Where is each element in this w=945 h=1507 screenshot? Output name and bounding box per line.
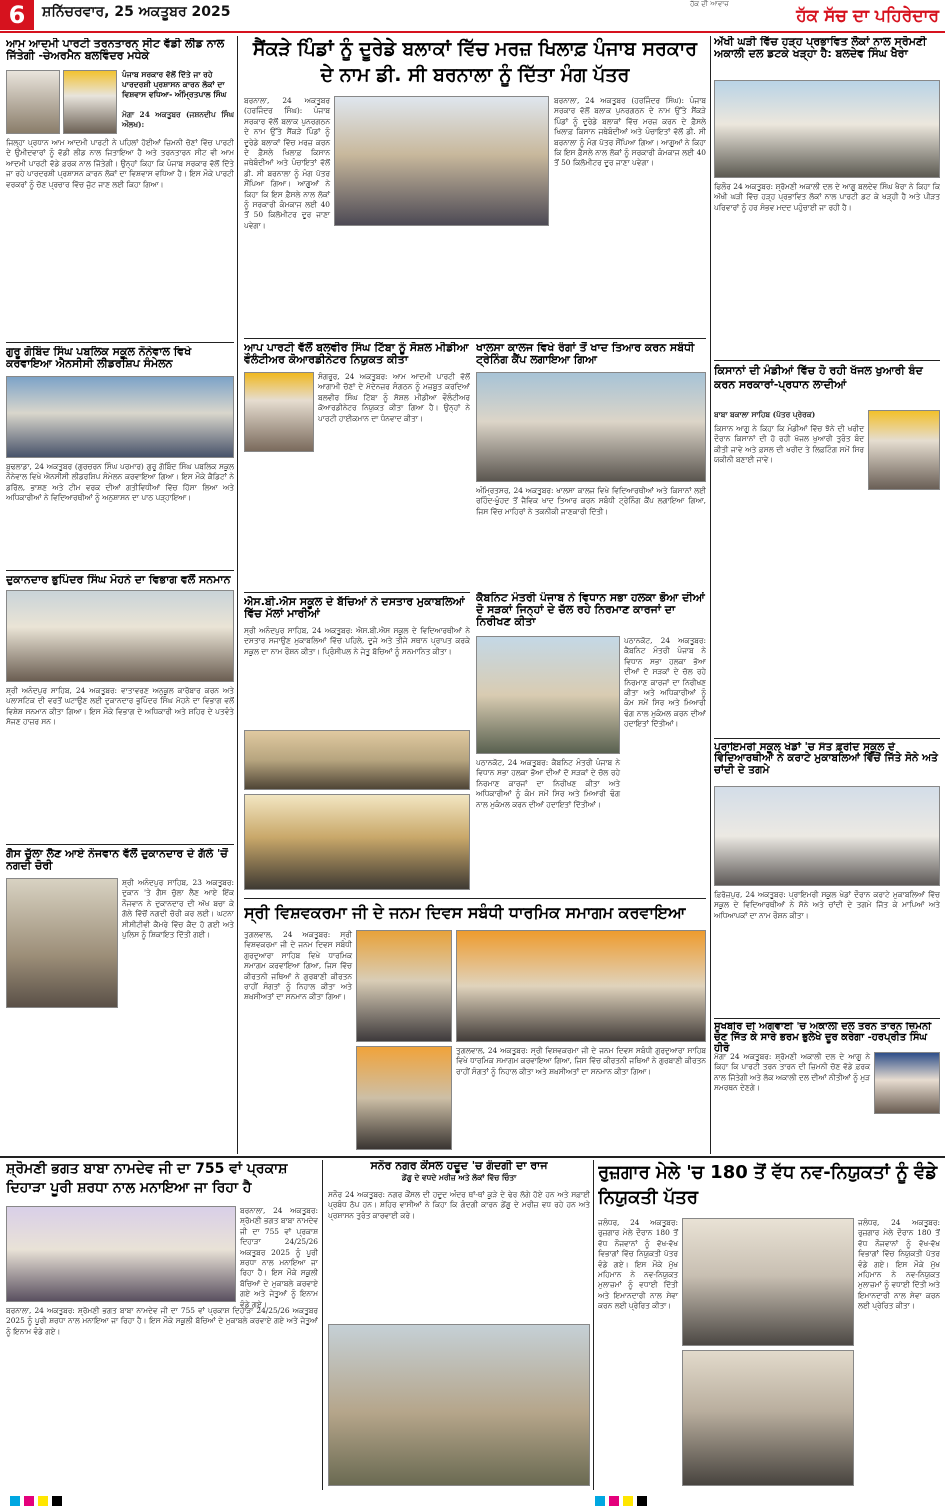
article-photo	[456, 930, 706, 1042]
article-headline: ਦੁਕਾਨਦਾਰ ਭੁਪਿੰਦਰ ਸਿੰਘ ਮੋਹਨੇ ਦਾ ਵਿਭਾਗ ਵਲੋਂ ਸਨਮਾਨ	[6, 574, 231, 586]
article-photo	[476, 372, 706, 482]
article-vishwakarma-day	[244, 902, 706, 1154]
registration-swatch-cyan	[10, 1496, 20, 1506]
article-body: ਬੁਢਲਾਡਾ, 24 ਅਕਤੂਬਰ (ਗੁਰਚਰਨ ਸਿੰਘ ਪਰਮਾਰ) ਗੁਰੂ ਗੋਬਿੰਦ ਸਿੰਘ ਪਬਲਿਕ ਸਕੂਲ ਨੌਨੇਵਾਲ ਵਿਖੇ ਐਨਸੀਸੀ ਲੀਡਰਸ਼ਿਪ ਸੰਮੇਲਨ ਕਰਵਾਇਆ ਗਿਆ। ਇਸ ਮੌਕੇ ਕੈਡਿਟਾਂ ਨੇ ਡਰਿੱਲ, ਭਾਸ਼ਣ ਅਤੇ ਟੀਮ ਵਰਕ ਦੀਆਂ ਗਤੀਵਿਧੀਆਂ ਵਿੱਚ ਹਿੱਸਾ ਲਿਆ ਅਤੇ ਅਧਿਕਾਰੀਆਂ ਨੇ ਵਿਦਿਆਰਥੀਆਂ ਨੂੰ ਅਨੁਸ਼ਾਸਨ ਦਾ ਪਾਠ ਪੜ੍ਹਾਇਆ।	[6, 462, 234, 503]
article-cash-theft	[6, 848, 234, 1154]
section-rule	[0, 1156, 945, 1158]
article-headline: ਸਨੌਰ ਨਗਰ ਕੌਂਸਲ ਹਦੂਦ 'ਚ ਗੰਦਗੀ ਦਾ ਰਾਜ	[370, 1160, 548, 1172]
article-headline: ਖਾਲਸਾ ਕਾਲਜ ਵਿਖੇ ਰੰਗਾਂ ਤੋਂ ਖਾਦ ਤਿਆਰ ਕਰਨ ਸਬੰਧੀ ਟ੍ਰੇਨਿੰਗ ਕੈਂਪ ਲਗਾਇਆ ਗਿਆ	[476, 342, 695, 366]
article-headline: ਸੁਖਬੀਰ ਦੀ ਅਗਵਾਈ 'ਚ ਅਕਾਲੀ ਦਲ ਤਰਨ ਤਾਰਨ ਜ਼ਿਮਨੀ ਚੋਣ ਜਿੱਤ ਕੇ ਸਾਰੇ ਭਰਮ ਭੁਲੇਖੇ ਦੂਰ ਕਰੇਗਾ -ਹਰਪ੍ਰੀਤ ਸਿੰਘ ਹੀਰੋ	[714, 1022, 932, 1054]
article-subhead: ਡੇਂਗੂ ਦੇ ਵਧਦੇ ਮਰੀਜ਼ ਅਤੇ ਲੋਕਾਂ ਵਿੱਚ ਚਿੰਤਾ	[401, 1172, 517, 1182]
article-rule	[6, 342, 234, 343]
article-rule	[244, 592, 470, 593]
article-body: ਜਿਲ੍ਹਾ ਪ੍ਰਧਾਨ ਆਮ ਆਦਮੀ ਪਾਰਟੀ ਨੇ ਪਹਿਲਾਂ ਹੋਈਆਂ ਜ਼ਿਮਨੀ ਚੋਣਾਂ ਵਿੱਚ ਪਾਰਟੀ ਦੇ ਉਮੀਦਵਾਰਾਂ ਨੂੰ ਵੱਡੀ ਲੀਡ ਨਾਲ ਜਿਤਾਇਆ ਹੈ ਅਤੇ ਤਰਨਤਾਰਨ ਸੀਟ ਵੀ ਆਮ ਆਦਮੀ ਪਾਰਟੀ ਵੱਡੇ ਫ਼ਰਕ ਨਾਲ ਜਿੱਤੇਗੀ। ਉਨ੍ਹਾਂ ਕਿਹਾ ਕਿ ਪੰਜਾਬ ਸਰਕਾਰ ਵੱਲੋਂ ਦਿੱਤੇ ਜਾ ਰਹੇ ਪਾਰਦਰਸ਼ੀ ਪ੍ਰਸ਼ਾਸਨ ਕਾਰਨ ਲੋਕਾਂ ਦਾ ਵਿਸ਼ਵਾਸ ਵਧਿਆ ਹੈ। ਇਸ ਮੌਕੇ ਪਾਰਟੀ ਵਰਕਰਾਂ ਨੂੰ ਚੋਣ ਪ੍ਰਚਾਰ ਵਿੱਚ ਜੁੱਟ ਜਾਣ ਲਈ ਕਿਹਾ ਗਿਆ।	[6, 138, 234, 189]
article-photo	[874, 1052, 940, 1114]
article-photo	[476, 636, 620, 754]
article-body-continued: ਤੁਗਲਵਾਲ, 24 ਅਕਤੂਬਰ: ਸ੍ਰੀ ਵਿਸ਼ਵਕਰਮਾ ਜੀ ਦੇ ਜਨਮ ਦਿਵਸ ਸਬੰਧੀ ਗੁਰਦੁਆਰਾ ਸਾਹਿਬ ਵਿਖੇ ਧਾਰਮਿਕ ਸਮਾਗਮ ਕਰਵਾਇਆ ਗਿਆ, ਜਿਸ ਵਿੱਚ ਕੀਰਤਨੀ ਜਥਿਆਂ ਨੇ ਗੁਰਬਾਣੀ ਕੀਰਤਨ ਰਾਹੀਂ ਸੰਗਤਾਂ ਨੂੰ ਨਿਹਾਲ ਕੀਤਾ ਅਤੇ ਸ਼ਖ਼ਸੀਅਤਾਂ ਦਾ ਸਨਮਾਨ ਕੀਤਾ ਗਿਆ।	[456, 1046, 706, 1076]
article-turban-competition	[244, 596, 470, 896]
article-body: ਫ਼ਿਰੋਜ਼ਪੁਰ, 24 ਅਕਤੂਬਰ: ਪ੍ਰਾਇਮਰੀ ਸਕੂਲ ਖੇਡਾਂ ਦੌਰਾਨ ਕਰਾਟੇ ਮੁਕਾਬਲਿਆਂ ਵਿੱਚ ਸਕੂਲ ਦੇ ਵਿਦਿਆਰਥੀਆਂ ਨੇ ਸੋਨੇ ਅਤੇ ਚਾਂਦੀ ਦੇ ਤਗਮੇ ਜਿੱਤ ਕੇ ਮਾਪਿਆਂ ਅਤੇ ਅਧਿਆਪਕਾਂ ਦਾ ਨਾਮ ਰੌਸ਼ਨ ਕੀਤਾ।	[714, 890, 940, 920]
article-rule	[244, 338, 706, 339]
article-headline: ਸ੍ਰੀ ਵਿਸ਼ਵਕਰਮਾ ਜੀ ਦੇ ਜਨਮ ਦਿਵਸ ਸਬੰਧੀ ਧਾਰਮਿਕ ਸਮਾਗਮ ਕਰਵਾਇਆ	[244, 903, 686, 922]
article-body-continued: ਬਰਨਾਲਾ, 24 ਅਕਤੂਬਰ (ਹਰਜਿੰਦਰ ਸਿੰਘ): ਪੰਜਾਬ ਸਰਕਾਰ ਵੱਲੋਂ ਬਲਾਕ ਪੁਨਰਗਠਨ ਦੇ ਨਾਮ ਉੱਤੇ ਸੈਂਕੜੇ ਪਿੰਡਾਂ ਨੂੰ ਦੂਰੇਡੇ ਬਲਾਕਾਂ ਵਿੱਚ ਮਰਜ਼ ਕਰਨ ਦੇ ਫ਼ੈਸਲੇ ਖਿਲਾਫ਼ ਕਿਸਾਨ ਜਥੇਬੰਦੀਆਂ ਅਤੇ ਪੰਚਾਇਤਾਂ ਵੱਲੋਂ ਡੀ. ਸੀ ਬਰਨਾਲਾ ਨੂੰ ਮੰਗ ਪੱਤਰ ਸੌਂਪਿਆ ਗਿਆ। ਆਗੂਆਂ ਨੇ ਕਿਹਾ ਕਿ ਇਸ ਫ਼ੈਸਲੇ ਨਾਲ ਲੋਕਾਂ ਨੂੰ ਸਰਕਾਰੀ ਕੰਮਕਾਜ ਲਈ 40 ਤੋਂ 50 ਕਿਲੋਮੀਟਰ ਦੂਰ ਜਾਣਾ ਪਵੇਗਾ।	[554, 96, 706, 168]
article-headline: ਗੈਸ ਚੁੱਲਾ ਲੈਣ ਆਏ ਨੌਜਵਾਨ ਵੱਲੋਂ ਦੁਕਾਨਦਾਰ ਦੇ ਗੱਲੇ 'ਚੋਂ ਨਗਦੀ ਚੋਰੀ	[6, 848, 228, 872]
article-headline: ਐਸ.ਬੀ.ਐਸ ਸਕੂਲ ਦੇ ਬੱਚਿਆਂ ਨੇ ਦਸਤਾਰ ਮੁਕਾਬਲਿਆਂ ਵਿੱਚ ਮੱਲਾਂ ਮਾਰੀਆਂ	[244, 596, 465, 620]
article-body: ਮੋਗਾ 24 ਅਕਤੂਬਰ: ਸ਼੍ਰੋਮਣੀ ਅਕਾਲੀ ਦਲ ਦੇ ਆਗੂ ਨੇ ਕਿਹਾ ਕਿ ਪਾਰਟੀ ਤਰਨ ਤਾਰਨ ਦੀ ਜ਼ਿਮਨੀ ਚੋਣ ਵੱਡੇ ਫ਼ਰਕ ਨਾਲ ਜਿੱਤੇਗੀ ਅਤੇ ਲੋਕ ਅਕਾਲੀ ਦਲ ਦੀਆਂ ਨੀਤੀਆਂ ਨੂੰ ਮੁੜ ਸਮਰਥਨ ਦੇਣਗੇ।	[714, 1052, 870, 1093]
article-body: ਕਿਸਾਨ ਆਗੂ ਨੇ ਕਿਹਾ ਕਿ ਮੰਡੀਆਂ ਵਿੱਚ ਝੋਨੇ ਦੀ ਖਰੀਦ ਦੌਰਾਨ ਕਿਸਾਨਾਂ ਦੀ ਹੋ ਰਹੀ ਖੱਜਲ ਖੁਆਰੀ ਤੁਰੰਤ ਬੰਦ ਕੀਤੀ ਜਾਵੇ ਅਤੇ ਫ਼ਸਲ ਦੀ ਖਰੀਦ ਤੇ ਲਿਫ਼ਟਿੰਗ ਸਮੇਂ ਸਿਰ ਯਕੀਨੀ ਬਣਾਈ ਜਾਵੇ।	[714, 424, 864, 465]
article-body-continued: ਪਠਾਨਕੋਟ, 24 ਅਕਤੂਬਰ: ਕੈਬਨਿਟ ਮੰਤਰੀ ਪੰਜਾਬ ਨੇ ਵਿਧਾਨ ਸਭਾ ਹਲਕਾ ਭੋਆ ਦੀਆਂ ਦੋ ਸੜਕਾਂ ਦੇ ਚੱਲ ਰਹੇ ਨਿਰਮਾਣ ਕਾਰਜਾਂ ਦਾ ਨਿਰੀਖਣ ਕੀਤਾ ਅਤੇ ਅਧਿਕਾਰੀਆਂ ਨੂੰ ਕੰਮ ਸਮੇਂ ਸਿਰ ਅਤੇ ਮਿਆਰੀ ਢੰਗ ਨਾਲ ਮੁਕੰਮਲ ਕਰਨ ਦੀਆਂ ਹਦਾਇਤਾਂ ਦਿੱਤੀਆਂ।	[476, 758, 620, 809]
registration-swatch-yellow	[623, 1496, 633, 1506]
article-headline: ਸੈਂਕੜੇ ਪਿੰਡਾਂ ਨੂੰ ਦੂਰੇਡੇ ਬਲਾਕਾਂ ਵਿੱਚ ਮਰਜ਼ ਖਿਲਾਫ਼ ਪੰਜਾਬ ਸਰਕਾਰ ਦੇ ਨਾਮ ਡੀ. ਸੀ ਬਰਨਾਲਾ ਨੂੰ ਦਿੱਤਾ ਮੰਗ ਪੱਤਰ	[252, 38, 698, 86]
article-byline: ਮੋਗਾ 24 ਅਕਤੂਬਰ (ਜਸ਼ਨਦੀਪ ਸਿੰਘ ਔਲਖ):	[122, 110, 234, 130]
article-body: ਬਰਨਾਲਾ, 24 ਅਕਤੂਬਰ (ਹਰਜਿੰਦਰ ਸਿੰਘ): ਪੰਜਾਬ ਸਰਕਾਰ ਵੱਲੋਂ ਬਲਾਕ ਪੁਨਰਗਠਨ ਦੇ ਨਾਮ ਉੱਤੇ ਸੈਂਕੜੇ ਪਿੰਡਾਂ ਨੂੰ ਦੂਰੇਡੇ ਬਲਾਕਾਂ ਵਿੱਚ ਮਰਜ਼ ਕਰਨ ਦੇ ਫ਼ੈਸਲੇ ਖਿਲਾਫ਼ ਕਿਸਾਨ ਜਥੇਬੰਦੀਆਂ ਅਤੇ ਪੰਚਾਇਤਾਂ ਵੱਲੋਂ ਡੀ. ਸੀ ਬਰਨਾਲਾ ਨੂੰ ਮੰਗ ਪੱਤਰ ਸੌਂਪਿਆ ਗਿਆ। ਆਗੂਆਂ ਨੇ ਕਿਹਾ ਕਿ ਇਸ ਫ਼ੈਸਲੇ ਨਾਲ ਲੋਕਾਂ ਨੂੰ ਸਰਕਾਰੀ ਕੰਮਕਾਜ ਲਈ 40 ਤੋਂ 50 ਕਿਲੋਮੀਟਰ ਦੂਰ ਜਾਣਾ ਪਵੇਗਾ।	[244, 96, 330, 230]
article-photo	[244, 730, 470, 790]
article-body: ਸ੍ਰੀ ਅਨੰਦਪੁਰ ਸਾਹਿਬ, 24 ਅਕਤੂਬਰ: ਐਸ.ਬੀ.ਐਸ ਸਕੂਲ ਦੇ ਵਿਦਿਆਰਥੀਆਂ ਨੇ ਦਸਤਾਰ ਸਜਾਉਣ ਮੁਕਾਬਲਿਆਂ ਵਿੱਚ ਪਹਿਲੇ, ਦੂਜੇ ਅਤੇ ਤੀਜੇ ਸਥਾਨ ਪ੍ਰਾਪਤ ਕਰਕੇ ਸਕੂਲ ਦਾ ਨਾਮ ਰੌਸ਼ਨ ਕੀਤਾ। ਪ੍ਰਿੰਸੀਪਲ ਨੇ ਜੇਤੂ ਬੱਚਿਆਂ ਨੂੰ ਸਨਮਾਨਿਤ ਕੀਤਾ।	[244, 626, 470, 656]
article-photo	[244, 794, 470, 890]
page-number: 6	[0, 0, 34, 30]
article-rule	[6, 570, 234, 571]
article-body: ਜਲੰਧਰ, 24 ਅਕਤੂਬਰ: ਰੁਜ਼ਗਾਰ ਮੇਲੇ ਦੌਰਾਨ 180 ਤੋਂ ਵੱਧ ਨੌਜਵਾਨਾਂ ਨੂੰ ਵੱਖ-ਵੱਖ ਵਿਭਾਗਾਂ ਵਿੱਚ ਨਿਯੁਕਤੀ ਪੱਤਰ ਵੰਡੇ ਗਏ। ਇਸ ਮੌਕੇ ਮੁੱਖ ਮਹਿਮਾਨ ਨੇ ਨਵ-ਨਿਯੁਕਤ ਮੁਲਾਜ਼ਮਾਂ ਨੂੰ ਵਧਾਈ ਦਿੱਤੀ ਅਤੇ ਇਮਾਨਦਾਰੀ ਨਾਲ ਸੇਵਾ ਕਰਨ ਲਈ ਪ੍ਰੇਰਿਤ ਕੀਤਾ।	[598, 1218, 678, 1311]
article-photo	[334, 96, 549, 226]
article-photo	[356, 930, 452, 1042]
article-photo	[714, 786, 940, 886]
article-photo	[63, 70, 117, 134]
article-photo	[6, 590, 234, 682]
article-body: ਫਿਲੌਰ 24 ਅਕਤੂਬਰ: ਸ਼੍ਰੋਮਣੀ ਅਕਾਲੀ ਦਲ ਦੇ ਆਗੂ ਬਲਦੇਵ ਸਿੰਘ ਖੈਰਾ ਨੇ ਕਿਹਾ ਕਿ ਅੱਖੀ ਘੜੀ ਵਿੱਚ ਹੜ੍ਹ ਪ੍ਰਭਾਵਿਤ ਲੋਕਾਂ ਨਾਲ ਪਾਰਟੀ ਡਟ ਕੇ ਖੜ੍ਹੀ ਹੈ ਅਤੇ ਪੀੜਤ ਪਰਿਵਾਰਾਂ ਨੂੰ ਹਰ ਸੰਭਵ ਮਦਦ ਪਹੁੰਚਾਈ ਜਾ ਰਹੀ ਹੈ।	[714, 182, 940, 212]
article-body-continued: ਜਲੰਧਰ, 24 ਅਕਤੂਬਰ: ਰੁਜ਼ਗਾਰ ਮੇਲੇ ਦੌਰਾਨ 180 ਤੋਂ ਵੱਧ ਨੌਜਵਾਨਾਂ ਨੂੰ ਵੱਖ-ਵੱਖ ਵਿਭਾਗਾਂ ਵਿੱਚ ਨਿਯੁਕਤੀ ਪੱਤਰ ਵੰਡੇ ਗਏ। ਇਸ ਮੌਕੇ ਮੁੱਖ ਮਹਿਮਾਨ ਨੇ ਨਵ-ਨਿਯੁਕਤ ਮੁਲਾਜ਼ਮਾਂ ਨੂੰ ਵਧਾਈ ਦਿੱਤੀ ਅਤੇ ਇਮਾਨਦਾਰੀ ਨਾਲ ਸੇਵਾ ਕਰਨ ਲਈ ਪ੍ਰੇਰਿਤ ਕੀਤਾ।	[858, 1218, 940, 1311]
article-rule	[714, 1018, 940, 1019]
article-photo	[682, 1218, 854, 1346]
article-akali-bypoll	[714, 1022, 940, 1154]
article-photo	[356, 1046, 452, 1150]
article-block-merger	[244, 36, 706, 336]
article-photo	[6, 376, 234, 458]
article-byline: ਬਾਬਾ ਬਕਾਲਾ ਸਾਹਿਬ (ਪੱਤਰ ਪ੍ਰੇਰਕ)	[714, 410, 816, 419]
registration-swatch-black	[637, 1496, 647, 1506]
masthead-rule	[0, 31, 945, 33]
article-body: ਤੁਗਲਵਾਲ, 24 ਅਕਤੂਬਰ: ਸ੍ਰੀ ਵਿਸ਼ਵਕਰਮਾ ਜੀ ਦੇ ਜਨਮ ਦਿਵਸ ਸਬੰਧੀ ਗੁਰਦੁਆਰਾ ਸਾਹਿਬ ਵਿਖੇ ਧਾਰਮਿਕ ਸਮਾਗਮ ਕਰਵਾਇਆ ਗਿਆ, ਜਿਸ ਵਿੱਚ ਕੀਰਤਨੀ ਜਥਿਆਂ ਨੇ ਗੁਰਬਾਣੀ ਕੀਰਤਨ ਰਾਹੀਂ ਸੰਗਤਾਂ ਨੂੰ ਨਿਹਾਲ ਕੀਤਾ ਅਤੇ ਸ਼ਖ਼ਸੀਅਤਾਂ ਦਾ ਸਨਮਾਨ ਕੀਤਾ ਗਿਆ।	[244, 930, 352, 1002]
column-rule	[322, 1160, 323, 1490]
article-sanaur-garbage	[328, 1160, 590, 1490]
article-headline: ਆਪ ਪਾਰਟੀ ਵੱਲੋਂ ਬਲਵੀਰ ਸਿੰਘ ਟਿੱਬਾ ਨੂੰ ਸੋਸ਼ਲ ਮੀਡੀਆ ਵੌਲੰਟੀਅਰ ਕੋਆਰਡੀਨੇਟਰ ਨਿਯੁਕਤ ਕੀਤਾ	[244, 342, 469, 366]
article-shopkeeper-honour	[6, 574, 234, 842]
article-headline: ਆਮ ਆਦਮੀ ਪਾਰਟੀ ਤਰਨਤਾਰਨ ਸੀਟ ਵੱਡੀ ਲੀਡ ਨਾਲ ਜਿੱਤੇਗੀ -ਚੇਅਰਮੈਨ ਬਲਵਿੰਦਰ ਮਧੇਕੇ	[6, 38, 225, 62]
masthead	[0, 0, 945, 30]
article-body: ਸੰਗਰੂਰ, 24 ਅਕਤੂਬਰ: ਆਮ ਆਦਮੀ ਪਾਰਟੀ ਵੱਲੋਂ ਆਗਾਮੀ ਚੋਣਾਂ ਦੇ ਮੱਦੇਨਜ਼ਰ ਸੰਗਠਨ ਨੂੰ ਮਜ਼ਬੂਤ ਕਰਦਿਆਂ ਬਲਵੀਰ ਸਿੰਘ ਟਿੱਬਾ ਨੂੰ ਸੋਸ਼ਲ ਮੀਡੀਆ ਵੌਲੰਟੀਅਰ ਕੋਆਰਡੀਨੇਟਰ ਨਿਯੁਕਤ ਕੀਤਾ ਗਿਆ ਹੈ। ਉਨ੍ਹਾਂ ਨੇ ਪਾਰਟੀ ਹਾਈਕਮਾਨ ਦਾ ਧੰਨਵਾਦ ਕੀਤਾ।	[318, 372, 470, 423]
article-photo	[714, 80, 940, 178]
article-photo	[682, 1350, 854, 1486]
registration-swatch-magenta	[24, 1496, 34, 1506]
article-subhead: ਪੰਜਾਬ ਸਰਕਾਰ ਵੱਲੋਂ ਦਿੱਤੇ ਜਾ ਰਹੇ ਪਾਰਦਰਸ਼ੀ ਪ੍ਰਸ਼ਾਸਨ ਕਾਰਨ ਲੋਕਾਂ ਦਾ ਵਿਸ਼ਵਾਸ ਵਧਿਆ- ਅੰਮ੍ਰਿਤਪਾਲ ਸਿੰਘ	[122, 70, 227, 99]
article-headline: ਸ਼੍ਰੋਮਣੀ ਭਗਤ ਬਾਬਾ ਨਾਮਦੇਵ ਜੀ ਦਾ 755 ਵਾਂ ਪ੍ਰਕਾਸ਼ ਦਿਹਾੜਾ ਪੂਰੀ ਸ਼ਰਧਾ ਨਾਲ ਮਨਾਇਆ ਜਾ ਰਿਹਾ ਹੈ	[6, 1161, 288, 1196]
article-photo	[244, 372, 314, 452]
article-farmers-mandis	[714, 364, 940, 654]
article-headline: ਅੱਖੀ ਘੜੀ ਵਿੱਚ ਹੜ੍ਹ ਪ੍ਰਭਾਵਿਤ ਲੋਕਾਂ ਨਾਲ ਸ੍ਰੋਮਣੀ ਅਕਾਲੀ ਦਲ ਡਟਕੇ ਖੜ੍ਹਾ ਹੈ: ਬਲਦੇਵ ਸਿੰਘ ਖੈਰਾ	[714, 36, 927, 60]
article-body: ਸ਼੍ਰੀ ਅਨੰਦਪੁਰ ਸਾਹਿਬ, 24 ਅਕਤੂਬਰ: ਵਾਤਾਵਰਣ ਅਨੁਕੂਲ ਕਾਰੋਬਾਰ ਕਰਨ ਅਤੇ ਪਲਾਸਟਿਕ ਦੀ ਵਰਤੋਂ ਘਟਾਉਣ ਲਈ ਦੁਕਾਨਦਾਰ ਭੁਪਿੰਦਰ ਸਿੰਘ ਮੋਹਨੇ ਦਾ ਵਿਭਾਗ ਵਲੋਂ ਵਿਸ਼ੇਸ਼ ਸਨਮਾਨ ਕੀਤਾ ਗਿਆ। ਇਸ ਮੌਕੇ ਵਿਭਾਗ ਦੇ ਅਧਿਕਾਰੀ ਅਤੇ ਸ਼ਹਿਰ ਦੇ ਪਤਵੰਤੇ ਸੱਜਣ ਹਾਜ਼ਰ ਸਨ।	[6, 686, 234, 727]
column-rule	[237, 36, 238, 1154]
article-flood-akali	[714, 36, 940, 358]
issue-date: ਸ਼ਨਿੱਚਰਵਾਰ, 25 ਅਕਤੂਬਰ 2025	[42, 4, 231, 20]
article-karate-medals	[714, 742, 940, 1016]
article-headline: ਰੁਜ਼ਗਾਰ ਮੇਲੇ 'ਚ 180 ਤੋਂ ਵੱਧ ਨਵ-ਨਿਯੁਕਤਾਂ ਨੂੰ ਵੰਡੇ ਨਿਯੁਕਤੀ ਪੱਤਰ	[598, 1162, 938, 1208]
article-job-fair	[598, 1160, 940, 1490]
paper-name: ਹੱਕ ਸੱਚ ਦਾ ਪਹਿਰੇਦਾਰ	[796, 6, 939, 26]
article-aap-tarntaran	[6, 38, 234, 338]
column-rule	[593, 1160, 594, 1490]
article-body: ਸਨੌਰ 24 ਅਕਤੂਬਰ: ਨਗਰ ਕੌਂਸਲ ਦੀ ਹਦੂਦ ਅੰਦਰ ਥਾਂ-ਥਾਂ ਕੂੜੇ ਦੇ ਢੇਰ ਲੱਗੇ ਹੋਏ ਹਨ ਅਤੇ ਸਫ਼ਾਈ ਪ੍ਰਬੰਧ ਠੱਪ ਹਨ। ਸ਼ਹਿਰ ਵਾਸੀਆਂ ਨੇ ਕਿਹਾ ਕਿ ਗੰਦਗੀ ਕਾਰਨ ਡੇਂਗੂ ਦੇ ਮਰੀਜ਼ ਵਧ ਰਹੇ ਹਨ ਅਤੇ ਪ੍ਰਸ਼ਾਸਨ ਤੁਰੰਤ ਕਾਰਵਾਈ ਕਰੇ।	[328, 1190, 590, 1220]
article-rule	[244, 898, 706, 899]
article-body: ਬਰਨਾਲਾ, 24 ਅਕਤੂਬਰ: ਸ਼੍ਰੋਮਣੀ ਭਗਤ ਬਾਬਾ ਨਾਮਦੇਵ ਜੀ ਦਾ 755 ਵਾਂ ਪ੍ਰਕਾਸ਼ ਦਿਹਾੜਾ 24/25/26 ਅਕਤੂਬਰ 2025 ਨੂੰ ਪੂਰੀ ਸ਼ਰਧਾ ਨਾਲ ਮਨਾਇਆ ਜਾ ਰਿਹਾ ਹੈ। ਇਸ ਮੌਕੇ ਸਕੂਲੀ ਬੱਚਿਆਂ ਦੇ ਮੁਕਾਬਲੇ ਕਰਵਾਏ ਗਏ ਅਤੇ ਜੇਤੂਆਂ ਨੂੰ ਇਨਾਮ ਵੰਡੇ ਗਏ।	[240, 1206, 318, 1309]
article-headline: ਕਿਸਾਨਾਂ ਦੀ ਮੰਡੀਆਂ ਵਿੱਚ ਹੋ ਰਹੀ ਖੱਜਲ ਖੁਆਰੀ ਬੰਦ ਕਰਨ ਸਰਕਾਰਾਂ-ਪ੍ਰਧਾਨ ਲਾਦੀਆਂ	[714, 364, 923, 391]
paper-tagline: ਹੱਕ ਦੀ ਆਵਾਜ਼	[690, 0, 729, 8]
article-body: ਅੰਮ੍ਰਿਤਸਰ, 24 ਅਕਤੂਬਰ: ਖਾਲਸਾ ਕਾਲਜ ਵਿਖੇ ਵਿਦਿਆਰਥੀਆਂ ਅਤੇ ਕਿਸਾਨਾਂ ਲਈ ਰਹਿੰਦ-ਖੂੰਹਦ ਤੋਂ ਜੈਵਿਕ ਖਾਦ ਤਿਆਰ ਕਰਨ ਸਬੰਧੀ ਟ੍ਰੇਨਿੰਗ ਕੈਂਪ ਲਗਾਇਆ ਗਿਆ, ਜਿਸ ਵਿੱਚ ਮਾਹਿਰਾਂ ਨੇ ਤਕਨੀਕੀ ਜਾਣਕਾਰੀ ਦਿੱਤੀ।	[476, 486, 706, 516]
article-ncc-summit	[6, 346, 234, 608]
article-photo	[6, 70, 60, 134]
article-body: ਸ਼੍ਰੀ ਅਨੰਦਪੁਰ ਸਾਹਿਬ, 23 ਅਕਤੂਬਰ: ਦੁਕਾਨ 'ਤੇ ਗੈਸ ਚੁੱਲਾ ਲੈਣ ਆਏ ਇੱਕ ਨੌਜਵਾਨ ਨੇ ਦੁਕਾਨਦਾਰ ਦੀ ਅੱਖ ਬਚਾ ਕੇ ਗੱਲੇ ਵਿੱਚੋਂ ਨਗਦੀ ਚੋਰੀ ਕਰ ਲਈ। ਘਟਨਾ ਸੀਸੀਟੀਵੀ ਕੈਮਰੇ ਵਿੱਚ ਕੈਦ ਹੋ ਗਈ ਅਤੇ ਪੁਲਿਸ ਨੂੰ ਸ਼ਿਕਾਇਤ ਦਿੱਤੀ ਗਈ।	[122, 878, 234, 940]
article-photo	[6, 878, 118, 1008]
registration-swatch-black	[52, 1496, 62, 1506]
article-photo	[868, 410, 940, 490]
registration-swatch-cyan	[595, 1496, 605, 1506]
registration-swatch-magenta	[609, 1496, 619, 1506]
article-headline: ਕੈਬਨਿਟ ਮੰਤਰੀ ਪੰਜਾਬ ਨੇ ਵਿਧਾਨ ਸਭਾ ਹਲਕਾ ਭੋਆ ਦੀਆਂ ਦੋ ਸੜਕਾਂ ਜਿਨ੍ਹਾਂ ਦੇ ਚੱਲ ਰਹੇ ਨਿਰਮਾਣ ਕਾਰਜਾਂ ਦਾ ਨਿਰੀਖਣ ਕੀਤਾ	[476, 592, 705, 628]
article-body: ਪਠਾਨਕੋਟ, 24 ਅਕਤੂਬਰ: ਕੈਬਨਿਟ ਮੰਤਰੀ ਪੰਜਾਬ ਨੇ ਵਿਧਾਨ ਸਭਾ ਹਲਕਾ ਭੋਆ ਦੀਆਂ ਦੋ ਸੜਕਾਂ ਦੇ ਚੱਲ ਰਹੇ ਨਿਰਮਾਣ ਕਾਰਜਾਂ ਦਾ ਨਿਰੀਖਣ ਕੀਤਾ ਅਤੇ ਅਧਿਕਾਰੀਆਂ ਨੂੰ ਕੰਮ ਸਮੇਂ ਸਿਰ ਅਤੇ ਮਿਆਰੀ ਢੰਗ ਨਾਲ ਮੁਕੰਮਲ ਕਰਨ ਦੀਆਂ ਹਦਾਇਤਾਂ ਦਿੱਤੀਆਂ।	[624, 636, 706, 729]
article-minister-roads	[476, 592, 706, 896]
article-photo	[6, 1206, 236, 1302]
article-khalsa-college	[476, 342, 706, 590]
article-headline: ਪ੍ਰਾਇਮਰੀ ਸਕੂਲ ਖੇਡਾਂ 'ਚ ਸੰਤ ਫ਼ਰੀਦ ਸਕੂਲ ਦੇ ਵਿਦਿਆਰਥੀਆਂ ਨੇ ਕਰਾਟੇ ਮੁਕਾਬਲਿਆਂ ਵਿੱਚੋਂ ਜਿੱਤੇ ਸੋਨੇ ਅਤੇ ਚਾਂਦੀ ਦੇ ਤਗਮੇ	[714, 742, 938, 776]
article-photo	[328, 1324, 590, 1486]
article-namdev-jayanti	[6, 1160, 318, 1490]
print-registration-strip	[0, 1494, 945, 1507]
article-rule	[6, 844, 234, 845]
article-rule	[714, 738, 940, 739]
article-headline: ਗੁਰੂ ਗੋਬਿੰਦ ਸਿੰਘ ਪਬਲਿਕ ਸਕੂਲ ਨੌਨੇਵਾਲ ਵਿਖੇ ਕਰਵਾਇਆ ਐਨਸੀਸੀ ਲੀਡਰਸ਼ਿਪ ਸੰਮੇਲਨ	[6, 346, 192, 370]
article-rule	[714, 360, 940, 361]
article-social-media-coordinator	[244, 342, 470, 590]
registration-swatch-yellow	[38, 1496, 48, 1506]
column-rule	[710, 36, 711, 1154]
article-body-continued: ਬਰਨਾਲਾ, 24 ਅਕਤੂਬਰ: ਸ਼੍ਰੋਮਣੀ ਭਗਤ ਬਾਬਾ ਨਾਮਦੇਵ ਜੀ ਦਾ 755 ਵਾਂ ਪ੍ਰਕਾਸ਼ ਦਿਹਾੜਾ 24/25/26 ਅਕਤੂਬਰ 2025 ਨੂੰ ਪੂਰੀ ਸ਼ਰਧਾ ਨਾਲ ਮਨਾਇਆ ਜਾ ਰਿਹਾ ਹੈ। ਇਸ ਮੌਕੇ ਸਕੂਲੀ ਬੱਚਿਆਂ ਦੇ ਮੁਕਾਬਲੇ ਕਰਵਾਏ ਗਏ ਅਤੇ ਜੇਤੂਆਂ ਨੂੰ ਇਨਾਮ ਵੰਡੇ ਗਏ।	[6, 1306, 318, 1336]
